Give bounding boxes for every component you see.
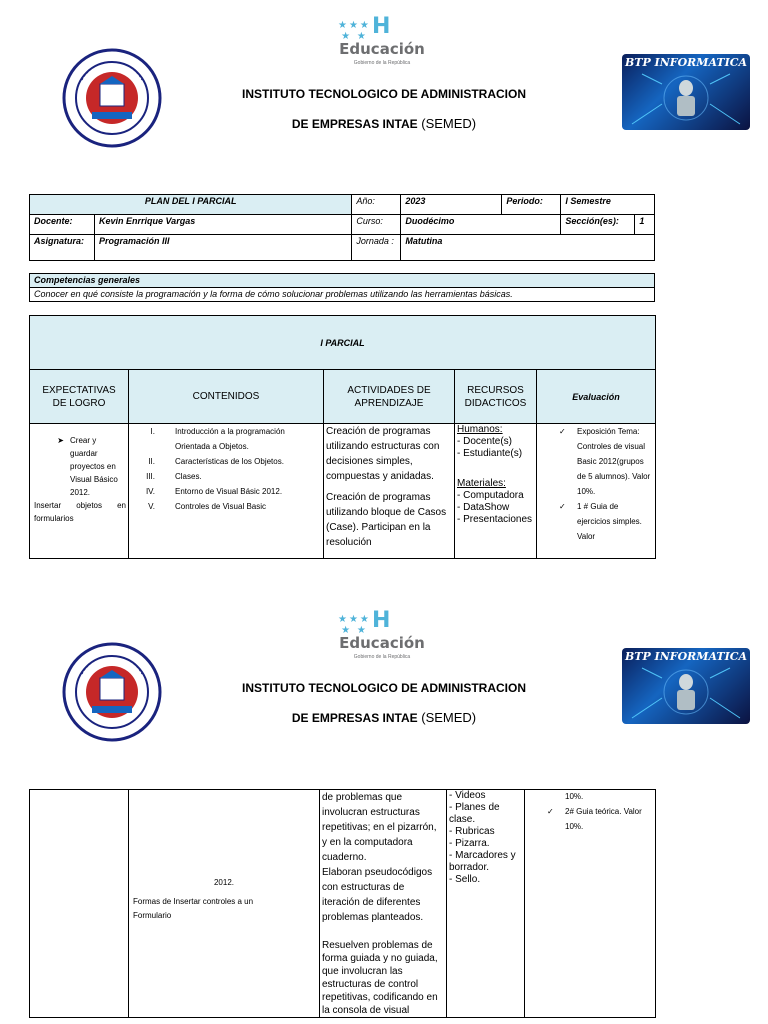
educacion-wordmark: Educación xyxy=(339,40,425,58)
checkmark-icon: ✓ xyxy=(559,427,566,437)
semed-label: (SEMED) xyxy=(417,116,477,131)
recursos-humanos-list xyxy=(457,436,534,460)
cont-evaluacion-a: 10%. xyxy=(565,792,584,801)
col-evaluacion: Evaluación xyxy=(537,370,656,424)
recursos-materiales-label: Materiales: xyxy=(457,478,506,490)
periodo-value: I Semestre xyxy=(561,195,655,215)
col-contenidos: CONTENIDOS xyxy=(129,370,324,424)
semed-label: (SEMED) xyxy=(417,710,477,725)
contenido-item xyxy=(129,454,321,469)
cont-expectativas-cell xyxy=(30,790,129,1018)
actividades-cell xyxy=(324,424,455,559)
btp-title: BTP INFORMATICA xyxy=(624,650,748,663)
robot-graphic-icon xyxy=(622,54,750,130)
recurso-material-item: - Computadora xyxy=(457,490,524,502)
actividades-p1: Creación de programas utilizando estructuras con decisiones simples, compuestas y anidadas. xyxy=(326,426,440,483)
btp-informatica-banner xyxy=(622,54,750,130)
contenido-number: IV. xyxy=(145,487,155,497)
anio-value: 2023 xyxy=(401,195,502,215)
cont-actividades-cell xyxy=(320,790,447,1018)
institute-title-line2 xyxy=(230,710,538,725)
col-actividades: ACTIVIDADES DE APRENDIZAJE xyxy=(324,370,455,424)
cont-actividades-p3: Resuelven problemas de forma guiada y no guiada, que involucran las estructuras de control repetitivas, codificando en la consola de visual xyxy=(322,940,438,1016)
recursos-humanos-label: Humanos: xyxy=(457,424,503,436)
arrow-bullet-icon: ➤ xyxy=(57,436,64,446)
contenido-text: Entorno de Visual Básic 2012. xyxy=(175,487,283,497)
expectativa-bullet: Crear y guardar proyectos en Visual Básico 2012. xyxy=(70,436,118,498)
h-logo-icon: H xyxy=(372,14,391,39)
curso-label: Curso: xyxy=(352,215,401,235)
contenido-number: III. xyxy=(146,472,155,482)
gobierno-subtitle: Gobierno de la República xyxy=(353,60,411,66)
recurso-item: - Marcadores y borrador. xyxy=(449,850,516,873)
stars-icon: ★★★ ★ ★ xyxy=(338,20,371,42)
recursos-materiales-list xyxy=(457,490,534,526)
recurso-item: - Rubricas xyxy=(449,826,495,837)
docente-label: Docente: xyxy=(30,215,95,235)
competencias-label: Competencias generales xyxy=(30,274,655,288)
col-recursos: RECURSOS DIDACTICOS xyxy=(455,370,537,424)
btp-informatica-banner xyxy=(622,648,750,724)
parcial-table xyxy=(29,315,656,559)
contenido-number: II. xyxy=(148,457,155,467)
contenido-text: Características de los Objetos. xyxy=(175,457,284,467)
jornada-value: Matutina xyxy=(401,235,655,261)
h-logo-icon: H xyxy=(372,608,391,633)
continuation-table xyxy=(29,789,656,1018)
contenido-text: Introducción a la programación Orientada a Objetos. xyxy=(175,427,285,452)
contenidos-list xyxy=(129,424,321,514)
evaluacion-cell xyxy=(537,424,656,559)
plan-label: PLAN DEL I PARCIAL xyxy=(30,195,352,215)
contenidos-cell xyxy=(129,424,324,559)
cont-contenidos-b: Formas de Insertar controles a un Formulario xyxy=(133,897,254,920)
contenido-text: Clases. xyxy=(175,472,202,482)
institute-title-bold: DE EMPRESAS INTAE xyxy=(291,117,418,131)
institute-title-line2 xyxy=(230,116,538,131)
btp-title: BTP INFORMATICA xyxy=(624,56,748,69)
cont-recursos-cell xyxy=(447,790,525,1018)
parcial-title: I PARCIAL xyxy=(30,316,656,370)
recurso-humano-item: - Docente(s) xyxy=(457,436,513,448)
institute-seal-logo xyxy=(62,48,162,148)
cont-actividades-p1: de problemas que involucran estructuras repetitivas; en el pizarrón, y en la computadora cuaderno. xyxy=(322,792,437,863)
contenido-item xyxy=(129,469,321,484)
cont-contenidos-cell xyxy=(129,790,320,1018)
contenido-text: Controles de Visual Basic xyxy=(175,502,267,512)
recurso-item: - Planes de clase. xyxy=(449,802,500,825)
recurso-material-item: - Presentaciones xyxy=(457,514,533,526)
cont-evaluacion-cell xyxy=(525,790,656,1018)
col-expectativas: EXPECTATIVAS DE LOGRO xyxy=(30,370,129,424)
educacion-logo xyxy=(336,610,436,666)
robot-graphic-icon xyxy=(622,648,750,724)
recurso-item: - Sello. xyxy=(449,874,481,885)
page-header-1 xyxy=(0,0,768,150)
seccion-value: 1 xyxy=(635,215,655,235)
contenido-item xyxy=(129,424,321,454)
evaluacion-text: 1 # Guia de ejercicios simples. Valor xyxy=(577,502,642,542)
checkmark-icon: ✓ xyxy=(559,502,566,512)
asignatura-label: Asignatura: xyxy=(30,235,95,261)
actividades-p2: Creación de programas utilizando bloque de Casos (Case). Participan en la resolución xyxy=(326,492,447,549)
institute-title-line1: INSTITUTO TECNOLOGICO DE ADMINISTRACION xyxy=(242,681,526,695)
competencias-text: Conocer en qué consiste la programación y la forma de cómo solucionar problemas utilizando las herramientas básicas. xyxy=(30,288,655,302)
evaluacion-text: Exposición Tema: Controles de visual Basic 2012(grupos de 5 alumnos). Valor 10%. xyxy=(577,427,651,497)
checkmark-icon: ✓ xyxy=(547,807,554,816)
plan-info-table xyxy=(29,194,655,261)
gobierno-subtitle: Gobierno de la República xyxy=(353,654,411,660)
cont-evaluacion-b: 2# Guia teórica. Valor 10%. xyxy=(565,807,642,831)
evaluacion-item xyxy=(559,424,653,499)
recursos-cell xyxy=(455,424,537,559)
curso-value: Duodécimo xyxy=(401,215,561,235)
institute-title-bold: DE EMPRESAS INTAE xyxy=(291,711,418,725)
contenido-item xyxy=(129,499,321,514)
recurso-material-item: - DataShow xyxy=(457,502,510,514)
expectativas-cell xyxy=(30,424,129,559)
periodo-label: Periodo: xyxy=(502,195,561,215)
asignatura-value: Programación III xyxy=(95,235,352,261)
jornada-label: Jornada : xyxy=(352,235,401,261)
educacion-logo xyxy=(336,16,436,72)
cont-recursos-list xyxy=(449,790,522,886)
stars-icon: ★★★ ★ ★ xyxy=(338,614,371,636)
contenido-item xyxy=(129,484,321,499)
recurso-item: - Videos xyxy=(449,790,486,801)
evaluacion-list xyxy=(559,424,653,544)
anio-label: Año: xyxy=(352,195,401,215)
recurso-humano-item: - Estudiante(s) xyxy=(457,448,523,460)
institute-title-line1: INSTITUTO TECNOLOGICO DE ADMINISTRACION xyxy=(242,87,526,101)
page-header-2 xyxy=(0,594,768,744)
cont-contenidos-a: 2012. xyxy=(213,878,235,887)
educacion-wordmark: Educación xyxy=(339,634,425,652)
expectativa-extra: Insertar objetos en formularios xyxy=(34,501,126,524)
competencias-table xyxy=(29,273,655,302)
cont-actividades-p2: Elaboran pseudocódigos con estructuras de iteración de diferentes problemas planteados. xyxy=(322,867,433,923)
institute-seal-logo xyxy=(62,642,162,742)
contenido-number: I. xyxy=(150,427,155,437)
evaluacion-item xyxy=(559,499,653,544)
docente-value: Kevin Enrrique Vargas xyxy=(95,215,352,235)
contenido-number: V. xyxy=(148,502,155,512)
recurso-item: - Pizarra. xyxy=(449,838,490,849)
seccion-label: Sección(es): xyxy=(561,215,635,235)
